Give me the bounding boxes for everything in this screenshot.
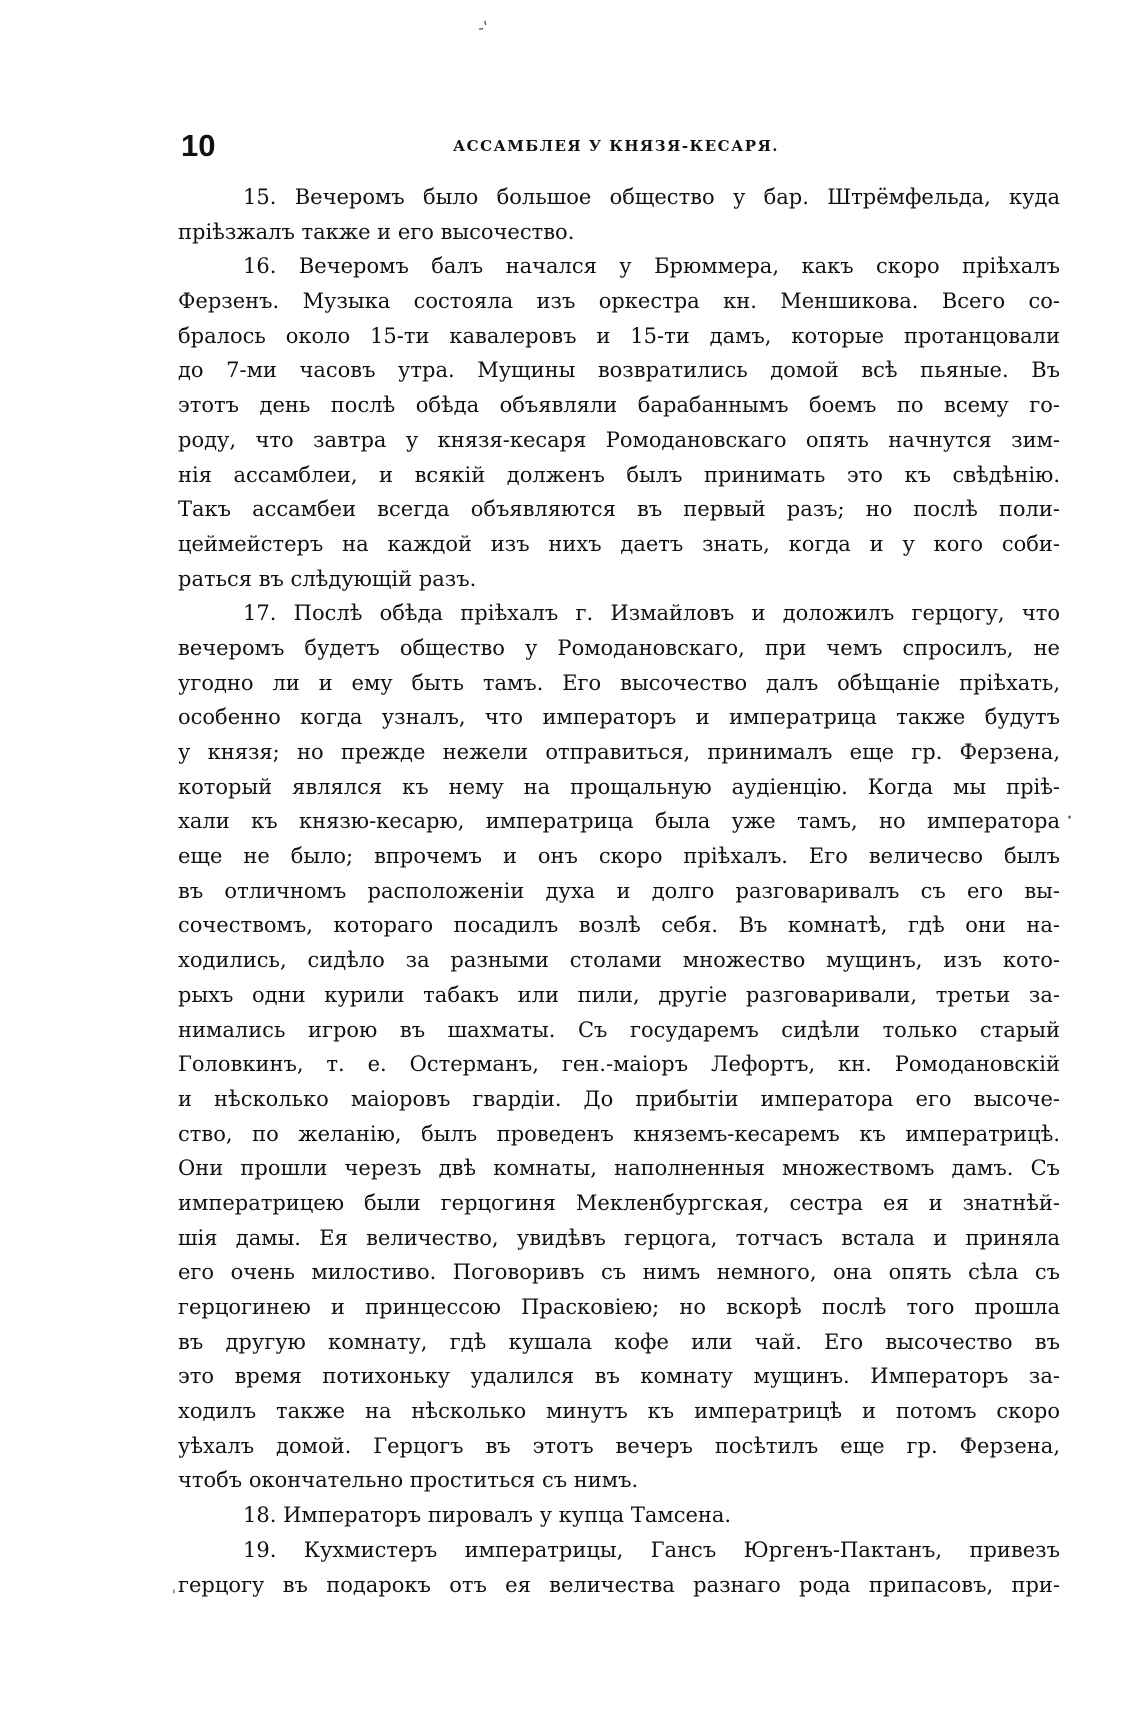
text-line: нія ассамблеи, и всякій долженъ былъ принимать это къ свѣдѣнію. xyxy=(178,462,1060,487)
print-speck-top: -' xyxy=(476,17,490,38)
text-line: уѣхалъ домой. Герцогъ въ этотъ вечеръ посѣтилъ еще гр. Ферзена, xyxy=(178,1433,1060,1458)
body-text xyxy=(178,180,1060,1630)
text-line: это время потихоньку удалился въ комнату мущинъ. Императоръ за- xyxy=(178,1364,1060,1389)
text-line: цеймейстеръ на каждой изъ нихъ даетъ знать, когда и у кого соби- xyxy=(178,531,1060,556)
text-line: Ферзенъ. Музыка состояла изъ оркестра кн. Меншикова. Всего со- xyxy=(178,289,1060,314)
print-speck-right: · xyxy=(1066,806,1073,831)
text-line: ство, по желанію, былъ проведенъ княземъ-кесаремъ къ императрицѣ. xyxy=(178,1121,1060,1146)
text-line: раться въ слѣдующій разъ. xyxy=(178,566,477,591)
text-line: хали къ князю-кесарю, императрица была уже тамъ, но императора xyxy=(178,809,1060,834)
text-line: чтобъ окончательно проститься съ нимъ. xyxy=(178,1468,639,1493)
text-line: пріѣзжалъ также и его высочество. xyxy=(178,219,575,244)
page-number: 10 xyxy=(181,128,216,163)
running-head xyxy=(181,128,1051,168)
text-line: герцогинею и принцессою Прасковіею; но вскорѣ послѣ того прошла xyxy=(178,1295,1060,1319)
text-line: сочествомъ, котораго посадилъ возлѣ себя. Въ комнатѣ, гдѣ они на- xyxy=(178,913,1060,938)
text-line: особенно когда узналъ, что императоръ и императрица также будутъ xyxy=(178,705,1060,730)
text-line: Они прошли черезъ двѣ комнаты, наполненныя множествомъ дамъ. Съ xyxy=(178,1156,1060,1181)
text-line: угодно ли и ему быть тамъ. Его высочество далъ обѣщаніе пріѣхать, xyxy=(178,670,1060,695)
text-line: его очень милостиво. Поговоривъ съ нимъ немного, она опять сѣла съ xyxy=(178,1260,1060,1285)
text-line: еще не было; впрочемъ и онъ скоро пріѣхалъ. Его величесво былъ xyxy=(178,844,1060,869)
text-line: этотъ день послѣ обѣда объявляли барабаннымъ боемъ по всему го- xyxy=(178,393,1060,418)
text-line: въ другую комнату, гдѣ кушала кофе или чай. Его высочество въ xyxy=(178,1329,1060,1354)
text-line: герцогу въ подарокъ отъ ея величества разнаго рода припасовъ, при- xyxy=(178,1572,1060,1597)
text-line: у князя; но прежде нежели отправиться, принималъ еще гр. Ферзена, xyxy=(178,740,1060,764)
text-line: шія дамы. Ея величество, увидѣвъ герцога, тотчасъ встала и приняла xyxy=(178,1225,1060,1250)
text-line: 15. Вечеромъ было большое общество у бар. Штрёмфельда, куда xyxy=(243,185,1060,209)
text-line: до 7-ми часовъ утра. Мущины возвратились домой всѣ пьяные. Въ xyxy=(178,358,1060,383)
text-line: рыхъ одни курили табакъ или пили, другіе разговаривали, третьи за- xyxy=(178,982,1060,1007)
running-title: АССАМБЛЕЯ У КНЯЗЯ-КЕСАРЯ. xyxy=(452,137,780,155)
text-line: ходились, сидѣло за разными столами множество мущинъ, изъ кото- xyxy=(178,948,1060,973)
text-line: Такъ ассамбеи всегда объявляются въ первый разъ; но послѣ поли- xyxy=(178,497,1060,522)
text-line: нимались игрою въ шахматы. Съ государемъ сидѣли только старый xyxy=(178,1017,1060,1042)
text-line: и нѣсколько маіоровъ гвардіи. До прибытіи императора его высоче- xyxy=(178,1086,1060,1111)
text-line: 17. Послѣ обѣда пріѣхалъ г. Измайловъ и доложилъ герцогу, что xyxy=(243,601,1060,626)
text-line: роду, что завтра у князя-кесаря Ромодановскаго опять начнутся зим- xyxy=(178,427,1060,452)
print-speck-bottom-left: ' xyxy=(172,1588,176,1604)
text-line: императрицею были герцогиня Мекленбургская, сестра ея и знатнѣй- xyxy=(178,1190,1060,1215)
text-line: 19. Кухмистеръ императрицы, Гансъ Юргенъ-Пактанъ, привезъ xyxy=(243,1537,1060,1562)
text-line: который являлся къ нему на прощальную аудіенцію. Когда мы пріѣ- xyxy=(178,774,1060,799)
text-line: Головкинъ, т. е. Остерманъ, ген.-маіоръ Лефортъ, кн. Ромодановскій xyxy=(178,1052,1060,1077)
text-line: 18. Императоръ пировалъ у купца Тамсена. xyxy=(243,1503,732,1528)
text-line: ходилъ также на нѣсколько минутъ къ императрицѣ и потомъ скоро xyxy=(178,1399,1060,1424)
text-line: вечеромъ будетъ общество у Ромодановскаго, при чемъ спросилъ, не xyxy=(178,635,1060,660)
text-line: бралось около 15-ти кавалеровъ и 15-ти дамъ, которые протанцовали xyxy=(178,323,1060,348)
text-line: 16. Вечеромъ балъ начался у Брюммера, какъ скоро пріѣхалъ xyxy=(243,254,1060,279)
text-line: въ отличномъ расположеніи духа и долго разговаривалъ съ его вы- xyxy=(178,878,1060,903)
